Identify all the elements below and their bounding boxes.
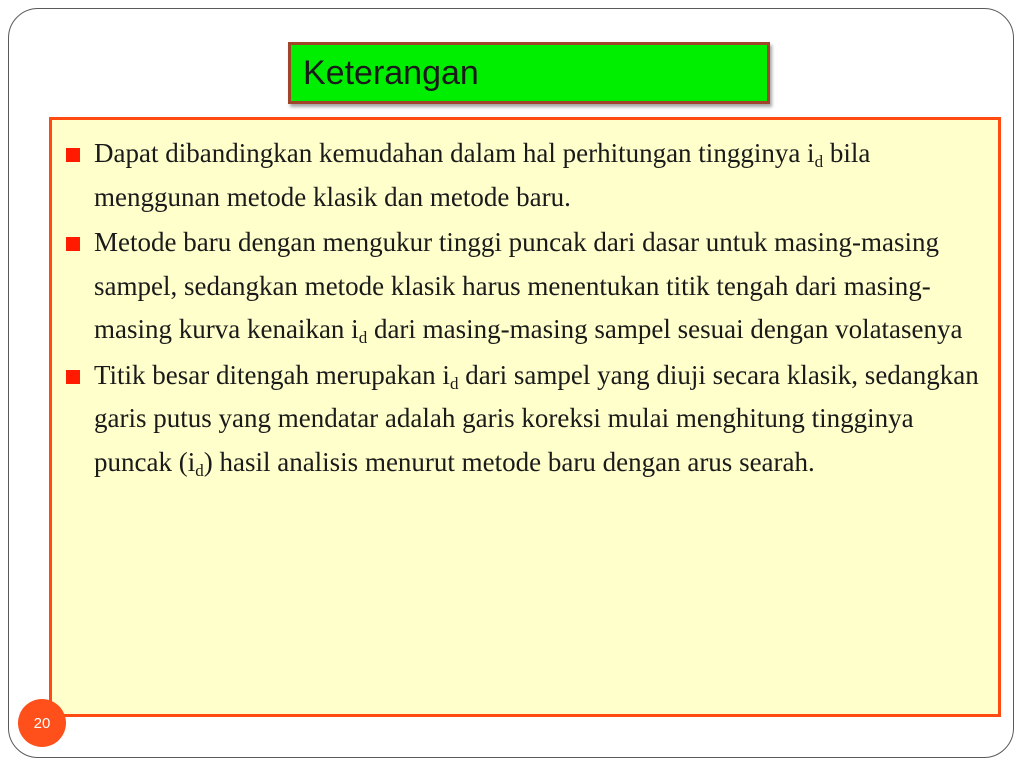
bullet-item-2 bbox=[66, 221, 990, 352]
square-bullet-icon bbox=[66, 148, 80, 162]
slide-frame bbox=[8, 8, 1014, 758]
bullet-3-text-middle: dari sampel yang diuji secara klasik, sedangkan garis putus yang mendatar adalah garis koreksi mulai menghitung tingginya puncak (i bbox=[94, 359, 979, 477]
bullet-3-subscript-2: d bbox=[195, 460, 204, 480]
title-box bbox=[288, 42, 770, 104]
bullet-2-text-before: Metode baru dengan mengukur tinggi puncak dari dasar untuk masing-masing sampel, sedangkan metode klasik harus menentukan titik tengah dari masing-masing kurva kenaikan i bbox=[94, 227, 940, 344]
bullet-2-text-after: dari masing-masing sampel sesuai dengan volatasenya bbox=[367, 314, 963, 344]
bullet-item-3 bbox=[66, 354, 990, 485]
bullet-item-1 bbox=[66, 132, 990, 219]
content-box bbox=[49, 117, 1001, 717]
bullet-1-text-after: bila menggunan metode klasik dan metode baru. bbox=[94, 138, 871, 212]
bullet-3-text-after: ) hasil analisis menurut metode baru dengan arus searah. bbox=[203, 446, 815, 477]
bullet-3-subscript: d bbox=[449, 373, 459, 393]
square-bullet-icon bbox=[66, 370, 80, 384]
square-bullet-icon bbox=[66, 237, 80, 251]
slide-title: Keterangan bbox=[303, 54, 479, 92]
bullet-list bbox=[66, 132, 990, 486]
page-number: 20 bbox=[33, 714, 51, 732]
page-number-badge bbox=[18, 699, 66, 747]
bullet-2-subscript: d bbox=[358, 328, 368, 347]
bullet-1-subscript: d bbox=[814, 152, 824, 171]
bullet-3-text-before: Titik besar ditengah merupakan i bbox=[94, 359, 450, 390]
bullet-1-text-before: Dapat dibandingkan kemudahan dalam hal perhitungan tingginya i bbox=[94, 138, 815, 168]
